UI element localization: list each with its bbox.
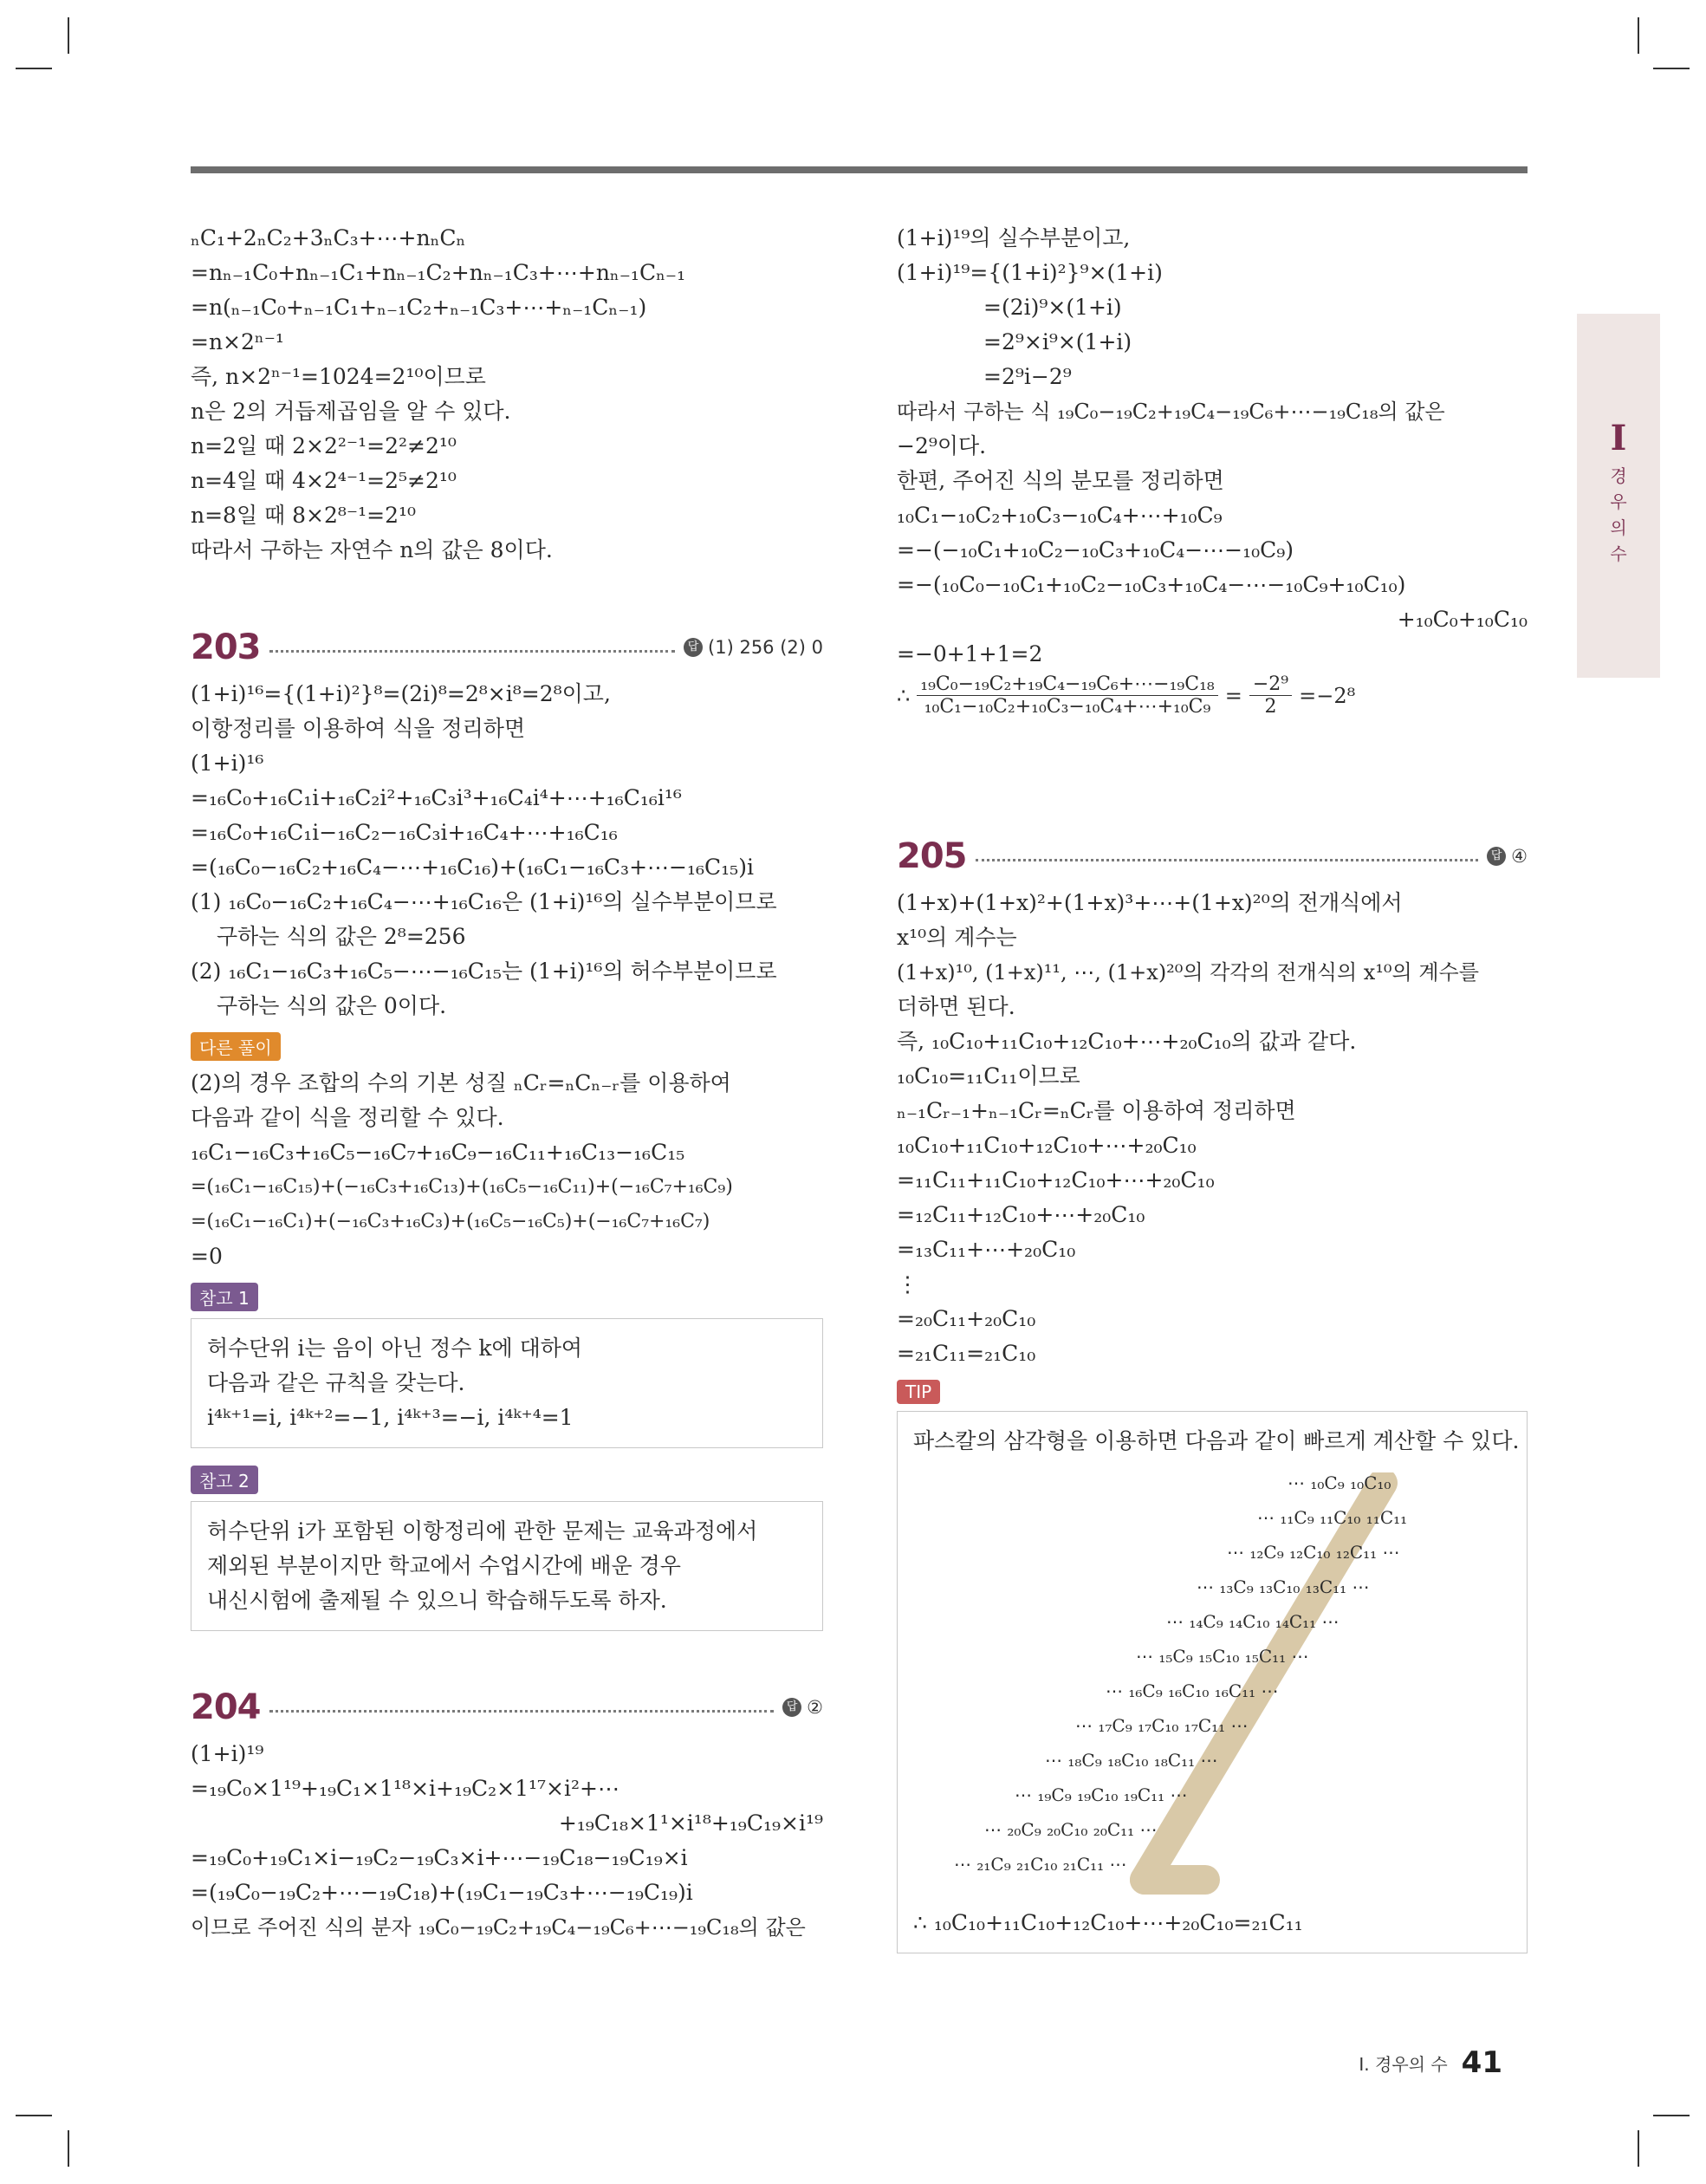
- note-line: 제외된 부분이지만 학교에서 수업시간에 배운 경우: [207, 1553, 681, 1578]
- right-column: [897, 221, 1528, 1953]
- note-line: 허수단위 i가 포함된 이항정리에 관한 문제는 교육과정에서: [207, 1518, 758, 1544]
- chapter-title-char: 우: [1610, 491, 1627, 512]
- math-line: (1+i)¹⁹의 실수부분이고,: [897, 225, 1131, 250]
- math-line: (2)의 경우 조합의 수의 기본 성질 ₙCᵣ=ₙCₙ₋ᵣ를 이용하여: [191, 1070, 731, 1095]
- fraction-numerator: −2⁹: [1249, 673, 1292, 696]
- math-line: 따라서 구하는 자연수 n의 값은 8이다.: [191, 537, 553, 562]
- math-line: =nₙ₋₁C₀+nₙ₋₁C₁+nₙ₋₁C₂+nₙ₋₁C₃+⋯+nₙ₋₁Cₙ₋₁: [191, 260, 686, 285]
- answer-text: ④: [1511, 846, 1528, 867]
- problem-number: 204: [191, 1687, 261, 1727]
- math-line: 한편, 주어진 식의 분모를 정리하면: [897, 468, 1224, 493]
- math-line: =−(−₁₀C₁+₁₀C₂−₁₀C₃+₁₀C₄−⋯−₁₀C₉): [897, 537, 1294, 562]
- crop-mark: [68, 2130, 69, 2167]
- leader-dots: [976, 859, 1479, 861]
- pascal-row: ⋯ ₁₃C₉ ₁₃C₁₀ ₁₃C₁₁ ⋯: [1197, 1576, 1370, 1597]
- math-line: 즉, ₁₀C₁₀+₁₁C₁₀+₁₂C₁₀+⋯+₂₀C₁₀의 값과 같다.: [897, 1029, 1357, 1054]
- math-line: ₁₀C₁₀=₁₁C₁₁이므로: [897, 1063, 1080, 1089]
- chapter-side-tab: [1577, 314, 1660, 678]
- math-line: (1+i)¹⁹: [191, 1741, 264, 1766]
- math-line: =₁₂C₁₁+₁₂C₁₀+⋯+₂₀C₁₀: [897, 1202, 1145, 1227]
- math-line: =−0+1+1=2: [897, 641, 1043, 666]
- result: =−2⁸: [1299, 683, 1356, 708]
- math-line: =(₁₆C₀−₁₆C₂+₁₆C₄−⋯+₁₆C₁₆)+(₁₆C₁−₁₆C₃+⋯−₁₆C₁₅)i: [191, 855, 754, 880]
- answer-label: [1487, 846, 1528, 867]
- math-line: ₙC₁+2ₙC₂+3ₙC₃+⋯+nₙCₙ: [191, 225, 466, 250]
- math-line: x¹⁰의 계수는: [897, 925, 1017, 950]
- note-2-box: [191, 1501, 823, 1631]
- math-line: =₂₁C₁₁=₂₁C₁₀: [897, 1341, 1036, 1366]
- alt-solution-tag: 다른 풀이: [191, 1032, 281, 1061]
- answer-icon: 답: [1487, 847, 1506, 866]
- fraction: [917, 673, 1217, 718]
- note-line: 내신시험에 출제될 수 있으니 학습해두도록 하자.: [207, 1588, 667, 1613]
- problem-205-header: [897, 832, 1528, 881]
- answer-label: [782, 1697, 823, 1718]
- pascal-row: ⋯ ₁₉C₉ ₁₉C₁₀ ₁₉C₁₁ ⋯: [1015, 1784, 1188, 1805]
- problem-203-solution: [191, 677, 823, 1024]
- crop-mark: [16, 68, 52, 69]
- fraction-denominator: 2: [1264, 696, 1277, 718]
- math-line: 따라서 구하는 식 ₁₉C₀−₁₉C₂+₁₉C₄−₁₉C₆+⋯−₁₉C₁₈의 값은: [897, 400, 1445, 424]
- page-number: 41: [1461, 2045, 1502, 2080]
- math-line: n=8일 때 8×2⁸⁻¹=2¹⁰: [191, 503, 417, 528]
- math-line: n=4일 때 4×2⁴⁻¹=2⁵≠2¹⁰: [191, 468, 457, 493]
- math-line: +₁₉C₁₈×1¹×i¹⁸+₁₉C₁₉×i¹⁹: [558, 1810, 823, 1836]
- problem-204-continued: [897, 221, 1528, 718]
- math-line: =n×2ⁿ⁻¹: [191, 329, 284, 354]
- math-line: (1+i)¹⁹={(1+i)²}⁹×(1+i): [897, 260, 1163, 285]
- math-line: n은 2의 거듭제곱임을 알 수 있다.: [191, 399, 511, 424]
- math-line: =(₁₆C₁−₁₆C₁₅)+(−₁₆C₃+₁₆C₁₃)+(₁₆C₅−₁₆C₁₁)+(−₁₆C₇+₁₆C₉): [191, 1176, 733, 1198]
- intro-solution: [191, 221, 823, 568]
- chapter-roman-numeral: I: [1610, 418, 1627, 458]
- math-line: (1) ₁₆C₀−₁₆C₂+₁₆C₄−⋯+₁₆C₁₆은 (1+i)¹⁶의 실수부분이므로: [191, 889, 777, 914]
- pascal-row: ⋯ ₁₈C₉ ₁₈C₁₀ ₁₈C₁₁ ⋯: [1045, 1750, 1218, 1771]
- pascal-row: ⋯ ₁₅C₉ ₁₅C₁₀ ₁₅C₁₁ ⋯: [1136, 1646, 1309, 1667]
- pascal-triangle: [898, 1472, 1528, 1906]
- answer-label: [684, 637, 823, 658]
- chapter-title-char: 의: [1610, 517, 1627, 538]
- math-line: =2⁹×i⁹×(1+i): [983, 329, 1132, 354]
- crop-mark: [1638, 2130, 1639, 2167]
- answer-text: (1) 256 (2) 0: [708, 637, 823, 658]
- math-line: =₁₉C₀×1¹⁹+₁₉C₁×1¹⁸×i+₁₉C₂×1¹⁷×i²+⋯: [191, 1776, 619, 1801]
- pascal-row: ⋯ ₁₆C₉ ₁₆C₁₀ ₁₆C₁₁ ⋯: [1106, 1680, 1279, 1701]
- problem-205-solution: [897, 886, 1528, 1371]
- math-line: =(₁₉C₀−₁₉C₂+⋯−₁₉C₁₈)+(₁₉C₁−₁₉C₃+⋯−₁₉C₁₉)i: [191, 1880, 693, 1905]
- leader-dots: [269, 1710, 775, 1713]
- equals-sign: =: [1224, 683, 1242, 708]
- math-line: (1+i)¹⁶: [191, 751, 264, 776]
- math-line: =₁₁C₁₁+₁₁C₁₀+₁₂C₁₀+⋯+₂₀C₁₀: [897, 1167, 1215, 1193]
- pascal-row: ⋯ ₂₀C₉ ₂₀C₁₀ ₂₀C₁₁ ⋯: [984, 1819, 1158, 1840]
- tip-box: [897, 1411, 1528, 1953]
- problem-204-header: [191, 1683, 823, 1732]
- problem-number: 205: [897, 836, 967, 876]
- note-1-tag: 참고 1: [191, 1283, 258, 1311]
- pascal-row: ⋯ ₂₁C₉ ₂₁C₁₀ ₂₁C₁₁ ⋯: [954, 1854, 1127, 1875]
- note-1-box: [191, 1318, 823, 1448]
- math-line: =n(ₙ₋₁C₀+ₙ₋₁C₁+ₙ₋₁C₂+ₙ₋₁C₃+⋯+ₙ₋₁Cₙ₋₁): [191, 295, 647, 320]
- pascal-row: ⋯ ₁₀C₉ ₁₀C₁₀: [1288, 1472, 1391, 1493]
- pascal-row: ⋯ ₁₄C₉ ₁₄C₁₀ ₁₄C₁₁ ⋯: [1166, 1611, 1340, 1632]
- math-line: (1+i)¹⁶={(1+i)²}⁸=(2i)⁸=2⁸×i⁸=2⁸이고,: [191, 681, 611, 706]
- math-line: (1+x)¹⁰, (1+x)¹¹, ⋯, (1+x)²⁰의 각각의 전개식의 x¹⁰의 계수를: [897, 960, 1479, 985]
- math-line: =₂₀C₁₁+₂₀C₁₀: [897, 1306, 1036, 1331]
- answer-icon: 답: [684, 638, 703, 657]
- crop-mark: [1653, 2115, 1690, 2116]
- math-line: −2⁹이다.: [897, 433, 987, 458]
- math-line: =0: [191, 1244, 223, 1269]
- alt-solution: [191, 1066, 823, 1274]
- page-footer: [1359, 2045, 1502, 2080]
- math-line: (2) ₁₆C₁−₁₆C₃+₁₆C₅−⋯−₁₆C₁₅는 (1+i)¹⁶의 허수부분이므로: [191, 959, 777, 984]
- note-line: 다음과 같은 규칙을 갖는다.: [207, 1370, 465, 1395]
- note-line: i⁴ᵏ⁺¹=i, i⁴ᵏ⁺²=−1, i⁴ᵏ⁺³=−i, i⁴ᵏ⁺⁴=1: [207, 1405, 574, 1430]
- math-line: 이므로 주어진 식의 분자 ₁₉C₀−₁₉C₂+₁₉C₄−₁₉C₆+⋯−₁₉C₁₈의 값은: [191, 1915, 806, 1940]
- crop-mark: [16, 2115, 52, 2116]
- problem-204-solution: [191, 1737, 823, 1945]
- problem-number: 203: [191, 627, 261, 667]
- tip-conclusion: ∴ ₁₀C₁₀+₁₁C₁₀+₁₂C₁₀+⋯+₂₀C₁₀=₂₁C₁₁: [913, 1910, 1303, 1935]
- chapter-title-char: 수: [1610, 543, 1627, 564]
- math-line: =₁₆C₀+₁₆C₁i+₁₆C₂i²+₁₆C₃i³+₁₆C₄i⁴+⋯+₁₆C₁₆i¹⁶: [191, 785, 682, 810]
- math-line: 더하면 된다.: [897, 994, 1015, 1019]
- therefore-symbol: ∴: [897, 683, 911, 708]
- chapter-title-char: 경: [1610, 465, 1627, 486]
- crop-mark: [1653, 68, 1690, 69]
- math-line: +₁₀C₀+₁₀C₁₀: [1397, 607, 1528, 632]
- math-line: ₙ₋₁Cᵣ₋₁+ₙ₋₁Cᵣ=ₙCᵣ를 이용하여 정리하면: [897, 1098, 1296, 1123]
- math-line: n=2일 때 2×2²⁻¹=2²≠2¹⁰: [191, 433, 457, 458]
- math-line: 구하는 식의 값은 2⁸=256: [217, 924, 466, 949]
- chapter-vertical-title: [1577, 463, 1660, 567]
- fraction-numerator: ₁₉C₀−₁₉C₂+₁₉C₄−₁₉C₆+⋯−₁₉C₁₈: [917, 673, 1217, 696]
- fraction-denominator: ₁₀C₁−₁₀C₂+₁₀C₃−₁₀C₄+⋯+₁₀C₉: [924, 696, 1211, 718]
- math-line: =2⁹i−2⁹: [983, 364, 1072, 389]
- pascal-row: ⋯ ₁₁C₉ ₁₁C₁₀ ₁₁C₁₁: [1257, 1507, 1408, 1528]
- pascal-row: ⋯ ₁₇C₉ ₁₇C₁₀ ₁₇C₁₁ ⋯: [1075, 1715, 1249, 1736]
- math-line: =₁₆C₀+₁₆C₁i−₁₆C₂−₁₆C₃i+₁₆C₄+⋯+₁₆C₁₆: [191, 820, 618, 845]
- math-line: =−(₁₀C₀−₁₀C₁+₁₀C₂−₁₀C₃+₁₀C₄−⋯−₁₀C₉+₁₀C₁₀): [897, 572, 1406, 597]
- math-line: =(2i)⁹×(1+i): [983, 295, 1122, 320]
- note-2-tag: 참고 2: [191, 1466, 258, 1494]
- math-line: 이항정리를 이용하여 식을 정리하면: [191, 716, 526, 741]
- pascal-row: ⋯ ₁₂C₉ ₁₂C₁₀ ₁₂C₁₁ ⋯: [1227, 1542, 1400, 1563]
- crop-mark: [68, 17, 69, 54]
- tip-text: 파스칼의 삼각형을 이용하면 다음과 같이 빠르게 계산할 수 있다.: [913, 1428, 1520, 1453]
- math-line: ⋮: [897, 1271, 918, 1297]
- answer-text: ②: [807, 1697, 823, 1718]
- header-rule: [191, 166, 1528, 173]
- math-line: ₁₆C₁−₁₆C₃+₁₆C₅−₁₆C₇+₁₆C₉−₁₆C₁₁+₁₆C₁₃−₁₆C₁₅: [191, 1140, 685, 1165]
- math-line: =₁₃C₁₁+⋯+₂₀C₁₀: [897, 1237, 1076, 1262]
- footer-chapter: Ⅰ. 경우의 수: [1359, 2053, 1448, 2075]
- math-line: 다음과 같이 식을 정리할 수 있다.: [191, 1105, 504, 1130]
- tip-tag: TIP: [897, 1380, 940, 1404]
- math-line: ₁₀C₁−₁₀C₂+₁₀C₃−₁₀C₄+⋯+₁₀C₉: [897, 503, 1223, 528]
- math-line: =₁₉C₀+₁₉C₁×i−₁₉C₂−₁₉C₃×i+⋯−₁₉C₁₈−₁₉C₁₉×i: [191, 1845, 688, 1870]
- left-column: [191, 221, 823, 1945]
- math-line: 즉, n×2ⁿ⁻¹=1024=2¹⁰이므로: [191, 364, 486, 389]
- math-line: (1+x)+(1+x)²+(1+x)³+⋯+(1+x)²⁰의 전개식에서: [897, 890, 1403, 915]
- crop-mark: [1638, 17, 1639, 54]
- math-line: 구하는 식의 값은 0이다.: [217, 993, 447, 1018]
- fraction: [1249, 673, 1292, 718]
- note-line: 허수단위 i는 음이 아닌 정수 k에 대하여: [207, 1336, 583, 1361]
- fraction-result: [897, 673, 1528, 718]
- answer-icon: 답: [782, 1698, 801, 1717]
- math-line: =(₁₆C₁−₁₆C₁)+(−₁₆C₃+₁₆C₃)+(₁₆C₅−₁₆C₅)+(−₁₆C₇+₁₆C₇): [191, 1211, 710, 1232]
- problem-203-header: [191, 623, 823, 672]
- leader-dots: [269, 650, 676, 653]
- math-line: ₁₀C₁₀+₁₁C₁₀+₁₂C₁₀+⋯+₂₀C₁₀: [897, 1133, 1197, 1158]
